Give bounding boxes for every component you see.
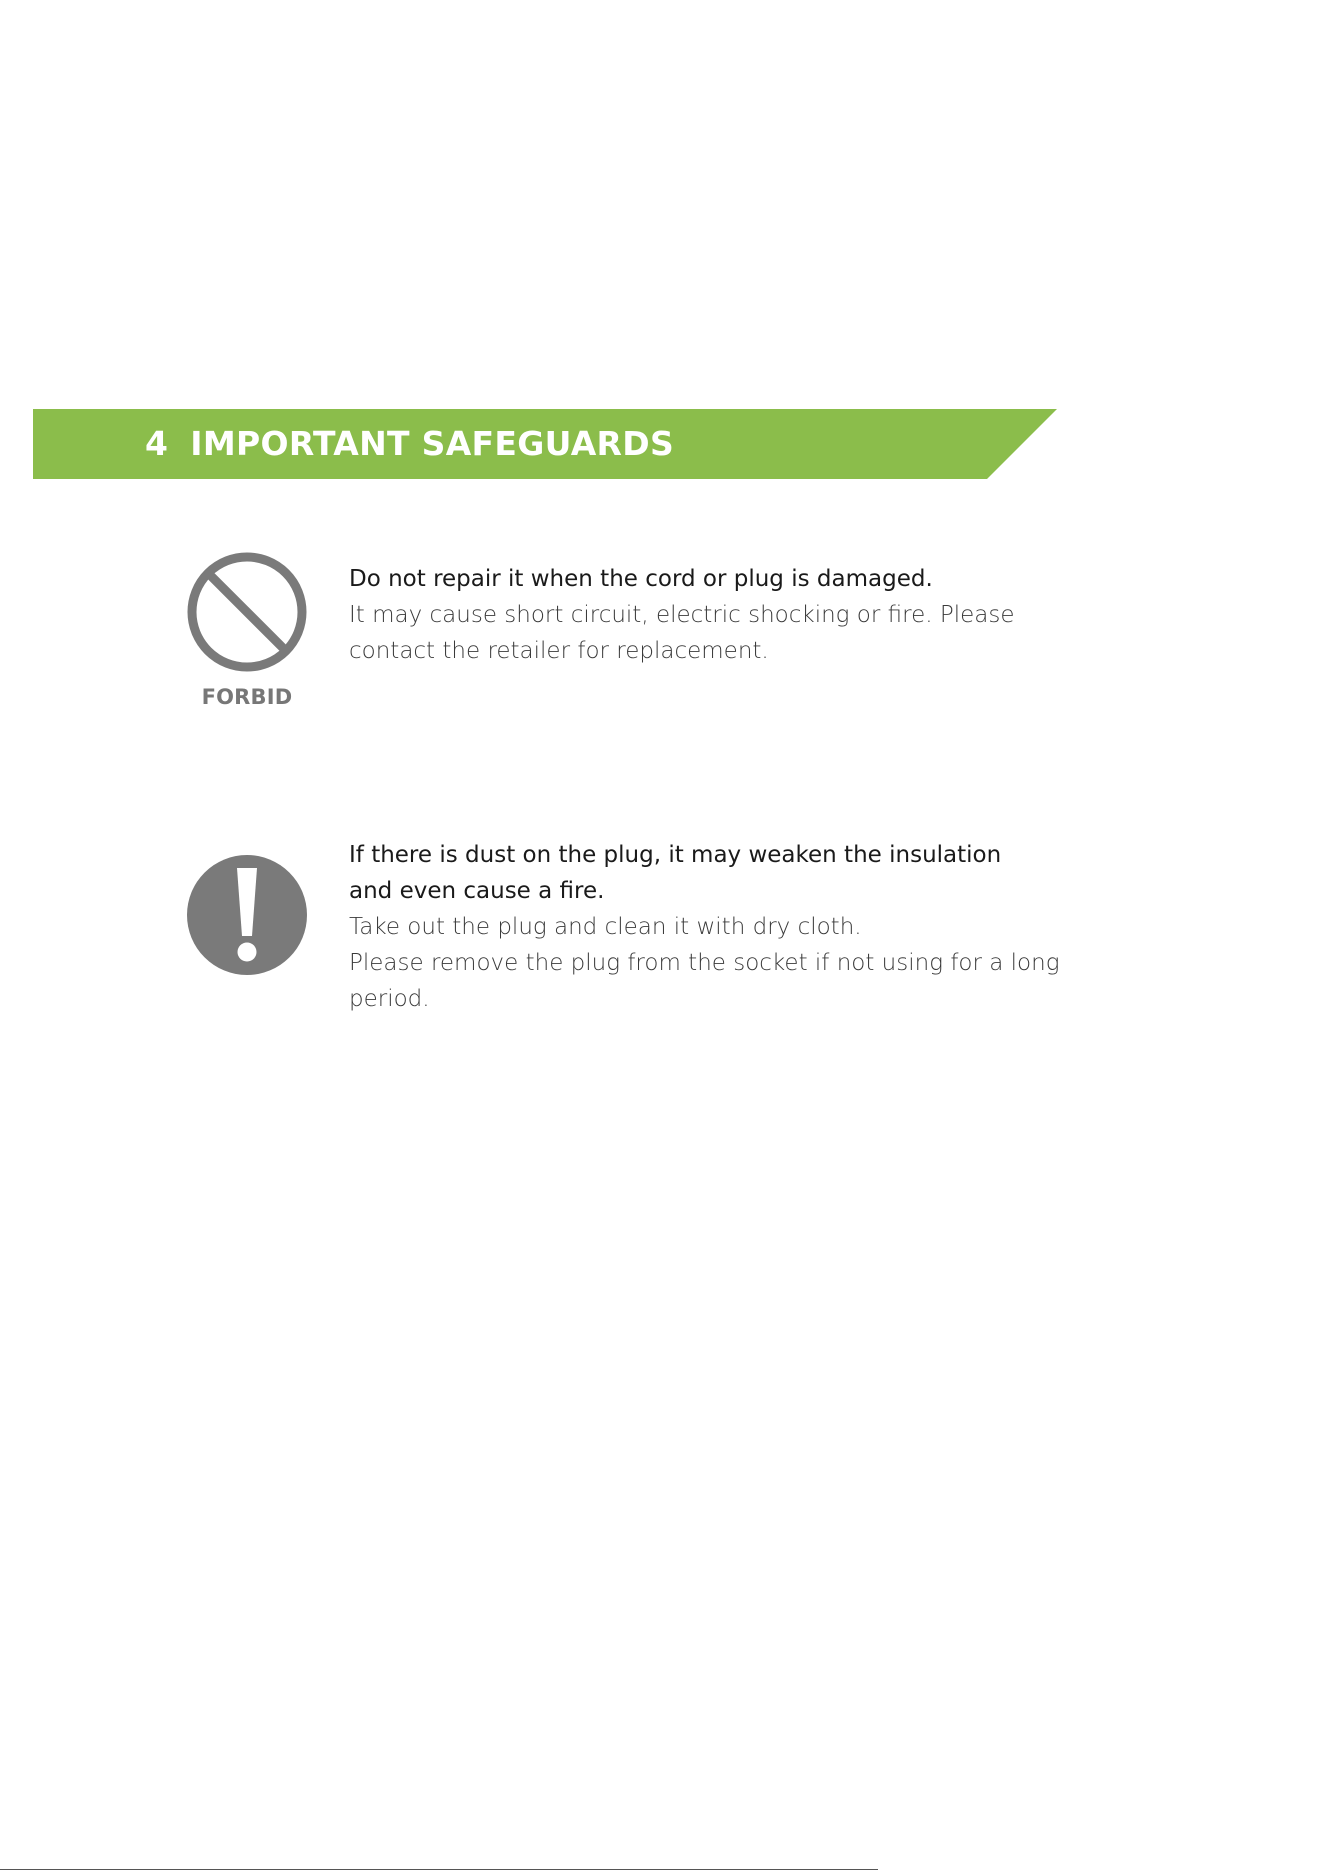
safeguard-heading: Do not repair it when the cord or plug is damaged. [349, 566, 933, 592]
safeguard-heading: If there is dust on the plug, it may weaken the insulation [349, 842, 1002, 868]
forbid-icon [186, 551, 308, 673]
safeguard-text [349, 561, 1119, 669]
safeguard-text [349, 837, 1119, 1017]
section-title [145, 409, 674, 479]
footer-divider [0, 1869, 878, 1870]
caution-icon-block [186, 854, 308, 980]
forbid-icon-block [186, 551, 308, 709]
safeguard-body-line: period. [349, 986, 430, 1012]
safeguard-body-line: Take out the plug and clean it with dry cloth. [349, 914, 862, 940]
forbid-label: FORBID [201, 685, 293, 709]
safeguard-body-line: Please remove the plug from the socket if not using for a long [349, 950, 1060, 976]
safeguard-body-line: contact the retailer for replacement. [349, 638, 769, 664]
safeguard-heading: and even cause a fire. [349, 878, 605, 904]
section-title-text: IMPORTANT SAFEGUARDS [190, 424, 675, 463]
section-number: 4 [145, 424, 169, 463]
section-banner [33, 409, 1057, 479]
safeguard-body-line: It may cause short circuit, electric shocking or fire. Please [349, 602, 1015, 628]
exclamation-circle-icon [186, 854, 308, 976]
